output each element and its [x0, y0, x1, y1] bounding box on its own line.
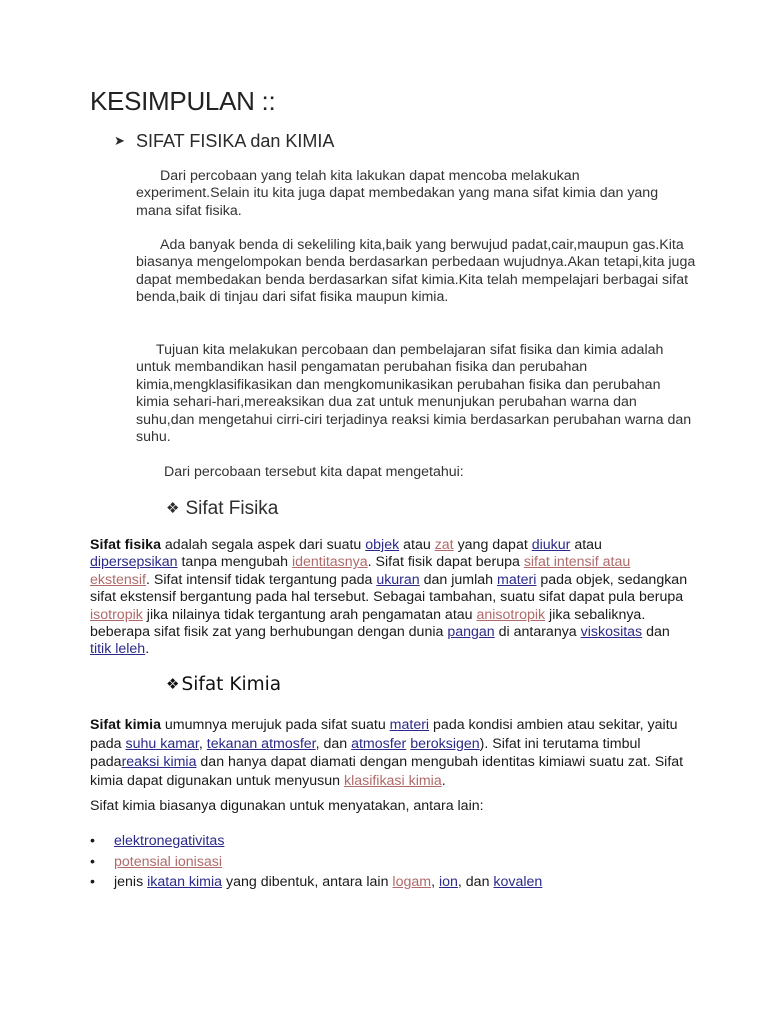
subheading-text: Sifat Kimia: [181, 674, 282, 695]
link-isotropik[interactable]: isotropik: [90, 606, 143, 623]
link-suhu-kamar[interactable]: suhu kamar: [125, 735, 199, 752]
link-zat[interactable]: zat: [434, 537, 454, 553]
term-bold: Sifat fisika: [90, 537, 161, 553]
paragraph-text: Ada banyak benda di sekeliling kita,baik yang berwujud padat,cair,maupun gas.Kita biasanya mengelompokan benda berdasarkan perbedaan wujudnya.Akan tetapi,kita juga dapat membedakan benda berdasarkan sifat kimia.Kita telah mempelajari berbagai sifat benda,baik di tinjau dari sifat fisika maupun kimia.: [136, 237, 696, 306]
link-titik-leleh[interactable]: titik leleh: [90, 641, 146, 658]
link-ion[interactable]: ion: [438, 874, 458, 890]
fisika-paragraph: Sifat fisika adalah segala aspek dari suatu objek atau zat yang dapat diukur atau dipersepsikan tanpa mengubah identitasnya. Sifat fisik dapat berupa sifat intensif atau ekstensif. Sifat intensif tidak tergantung pada ukuran dan jumlah materi pada objek, sedangkan sifat ekstensif bergantung pada hal tersebut. Sebagai tambahan, suatu sifat dapat pula berupa isotropik jika nilainya tidak tergantung arah pengamatan atau anisotropik jika sebaliknya. beberapa sifat fisik zat yang berhubungan dengan dunia pangan di antaranya viskositas dan titik leleh.: [90, 537, 688, 658]
paragraph-1: [136, 168, 696, 220]
link-beroksigen[interactable]: beroksigen: [410, 735, 480, 752]
kimia-list: [90, 833, 690, 895]
link-klasifikasi-kimia[interactable]: klasifikasi kimia: [343, 772, 442, 789]
arrow-bullet-icon: ➤: [114, 133, 125, 148]
link-pangan[interactable]: pangan: [447, 624, 495, 641]
link-elektronegativitas[interactable]: elektronegativitas: [114, 833, 225, 849]
link-ikatan-kimia[interactable]: ikatan kimia: [147, 874, 223, 890]
link-materi[interactable]: materi: [497, 571, 537, 588]
list-item: • jenis ikatan kimia yang dibentuk, antara lain logam, ion, dan kovalen: [90, 874, 690, 895]
link-kovalen[interactable]: kovalen: [493, 874, 543, 890]
link-objek[interactable]: objek: [365, 537, 400, 553]
link-materi[interactable]: materi: [389, 717, 430, 733]
link-identitasnya[interactable]: identitasnya: [291, 554, 368, 571]
subheading-sifat-kimia: [166, 674, 281, 695]
link-tekanan-atmosfer[interactable]: tekanan atmosfer: [206, 735, 316, 752]
link-sifat-intensif[interactable]: sifat intensif atau ekstensif: [90, 554, 631, 588]
paragraph-text: Dari percobaan yang telah kita lakukan dapat mencoba melakukan experiment.Selain itu kita juga dapat membedakan yang mana sifat kimia dan yang mana sifat fisika.: [136, 168, 659, 219]
diamond-bullet-icon: ❖: [166, 675, 180, 693]
paragraph-4: [164, 464, 724, 481]
link-diukur[interactable]: diukur: [531, 537, 571, 553]
link-anisotropik[interactable]: anisotropik: [476, 606, 546, 623]
page-title: KESIMPULAN ::: [90, 86, 276, 116]
paragraph-2: [136, 237, 696, 307]
diamond-bullet-icon: ❖: [166, 500, 180, 517]
kimia-paragraph: Sifat kimia umumnya merujuk pada sifat suatu materi pada kondisi ambien atau sekitar, yaitu pada suhu kamar, tekanan atmosfer, dan atmosfer beroksigen). Sifat ini terutama timbul padareaksi kimia dan hanya dapat diamati dengan mengubah identitas kimiawi suatu zat. Sifat kimia dapat digunakan untuk menyusun klasifikasi kimia.: [90, 717, 684, 789]
paragraph-text: Dari percobaan tersebut kita dapat mengetahui:: [164, 464, 464, 480]
paragraph-text: Tujuan kita melakukan percobaan dan pembelajaran sifat fisika dan kimia adalah untuk membandikan hasil pengamatan perubahan fisika dan perubahan kimia,mengklasifikasikan dan mengkomunikasikan perubahan fisika dan perubahan kimia sehari-hari,mereaksikan dua zat untuk menunjukan perubahan warna dan suhu,dan mengetahui cirri-ciri terjadinya reaksi kimia berdasarkan perubahan warna dan suhu.: [136, 342, 692, 446]
link-dipersepsikan[interactable]: dipersepsikan: [90, 554, 178, 571]
list-item: [90, 833, 690, 854]
link-potensial-ionisasi[interactable]: potensial ionisasi: [114, 853, 223, 870]
paragraph-3: [136, 342, 696, 446]
link-ukuran[interactable]: ukuran: [376, 571, 420, 588]
subheading-sifat-fisika: [166, 498, 278, 520]
section-heading-text: SIFAT FISIKA dan KIMIA: [136, 131, 335, 151]
term-bold: Sifat kimia: [90, 717, 161, 733]
section-heading: [114, 131, 334, 152]
link-viskositas[interactable]: viskositas: [580, 624, 643, 641]
link-reaksi-kimia[interactable]: reaksi kimia: [121, 754, 197, 771]
subheading-text: Sifat Fisika: [185, 498, 279, 519]
kimia-intro: Sifat kimia biasanya digunakan untuk menyatakan, antara lain:: [90, 798, 484, 814]
list-item: [90, 854, 690, 875]
link-logam[interactable]: logam: [392, 874, 432, 890]
link-atmosfer[interactable]: atmosfer: [351, 735, 407, 752]
